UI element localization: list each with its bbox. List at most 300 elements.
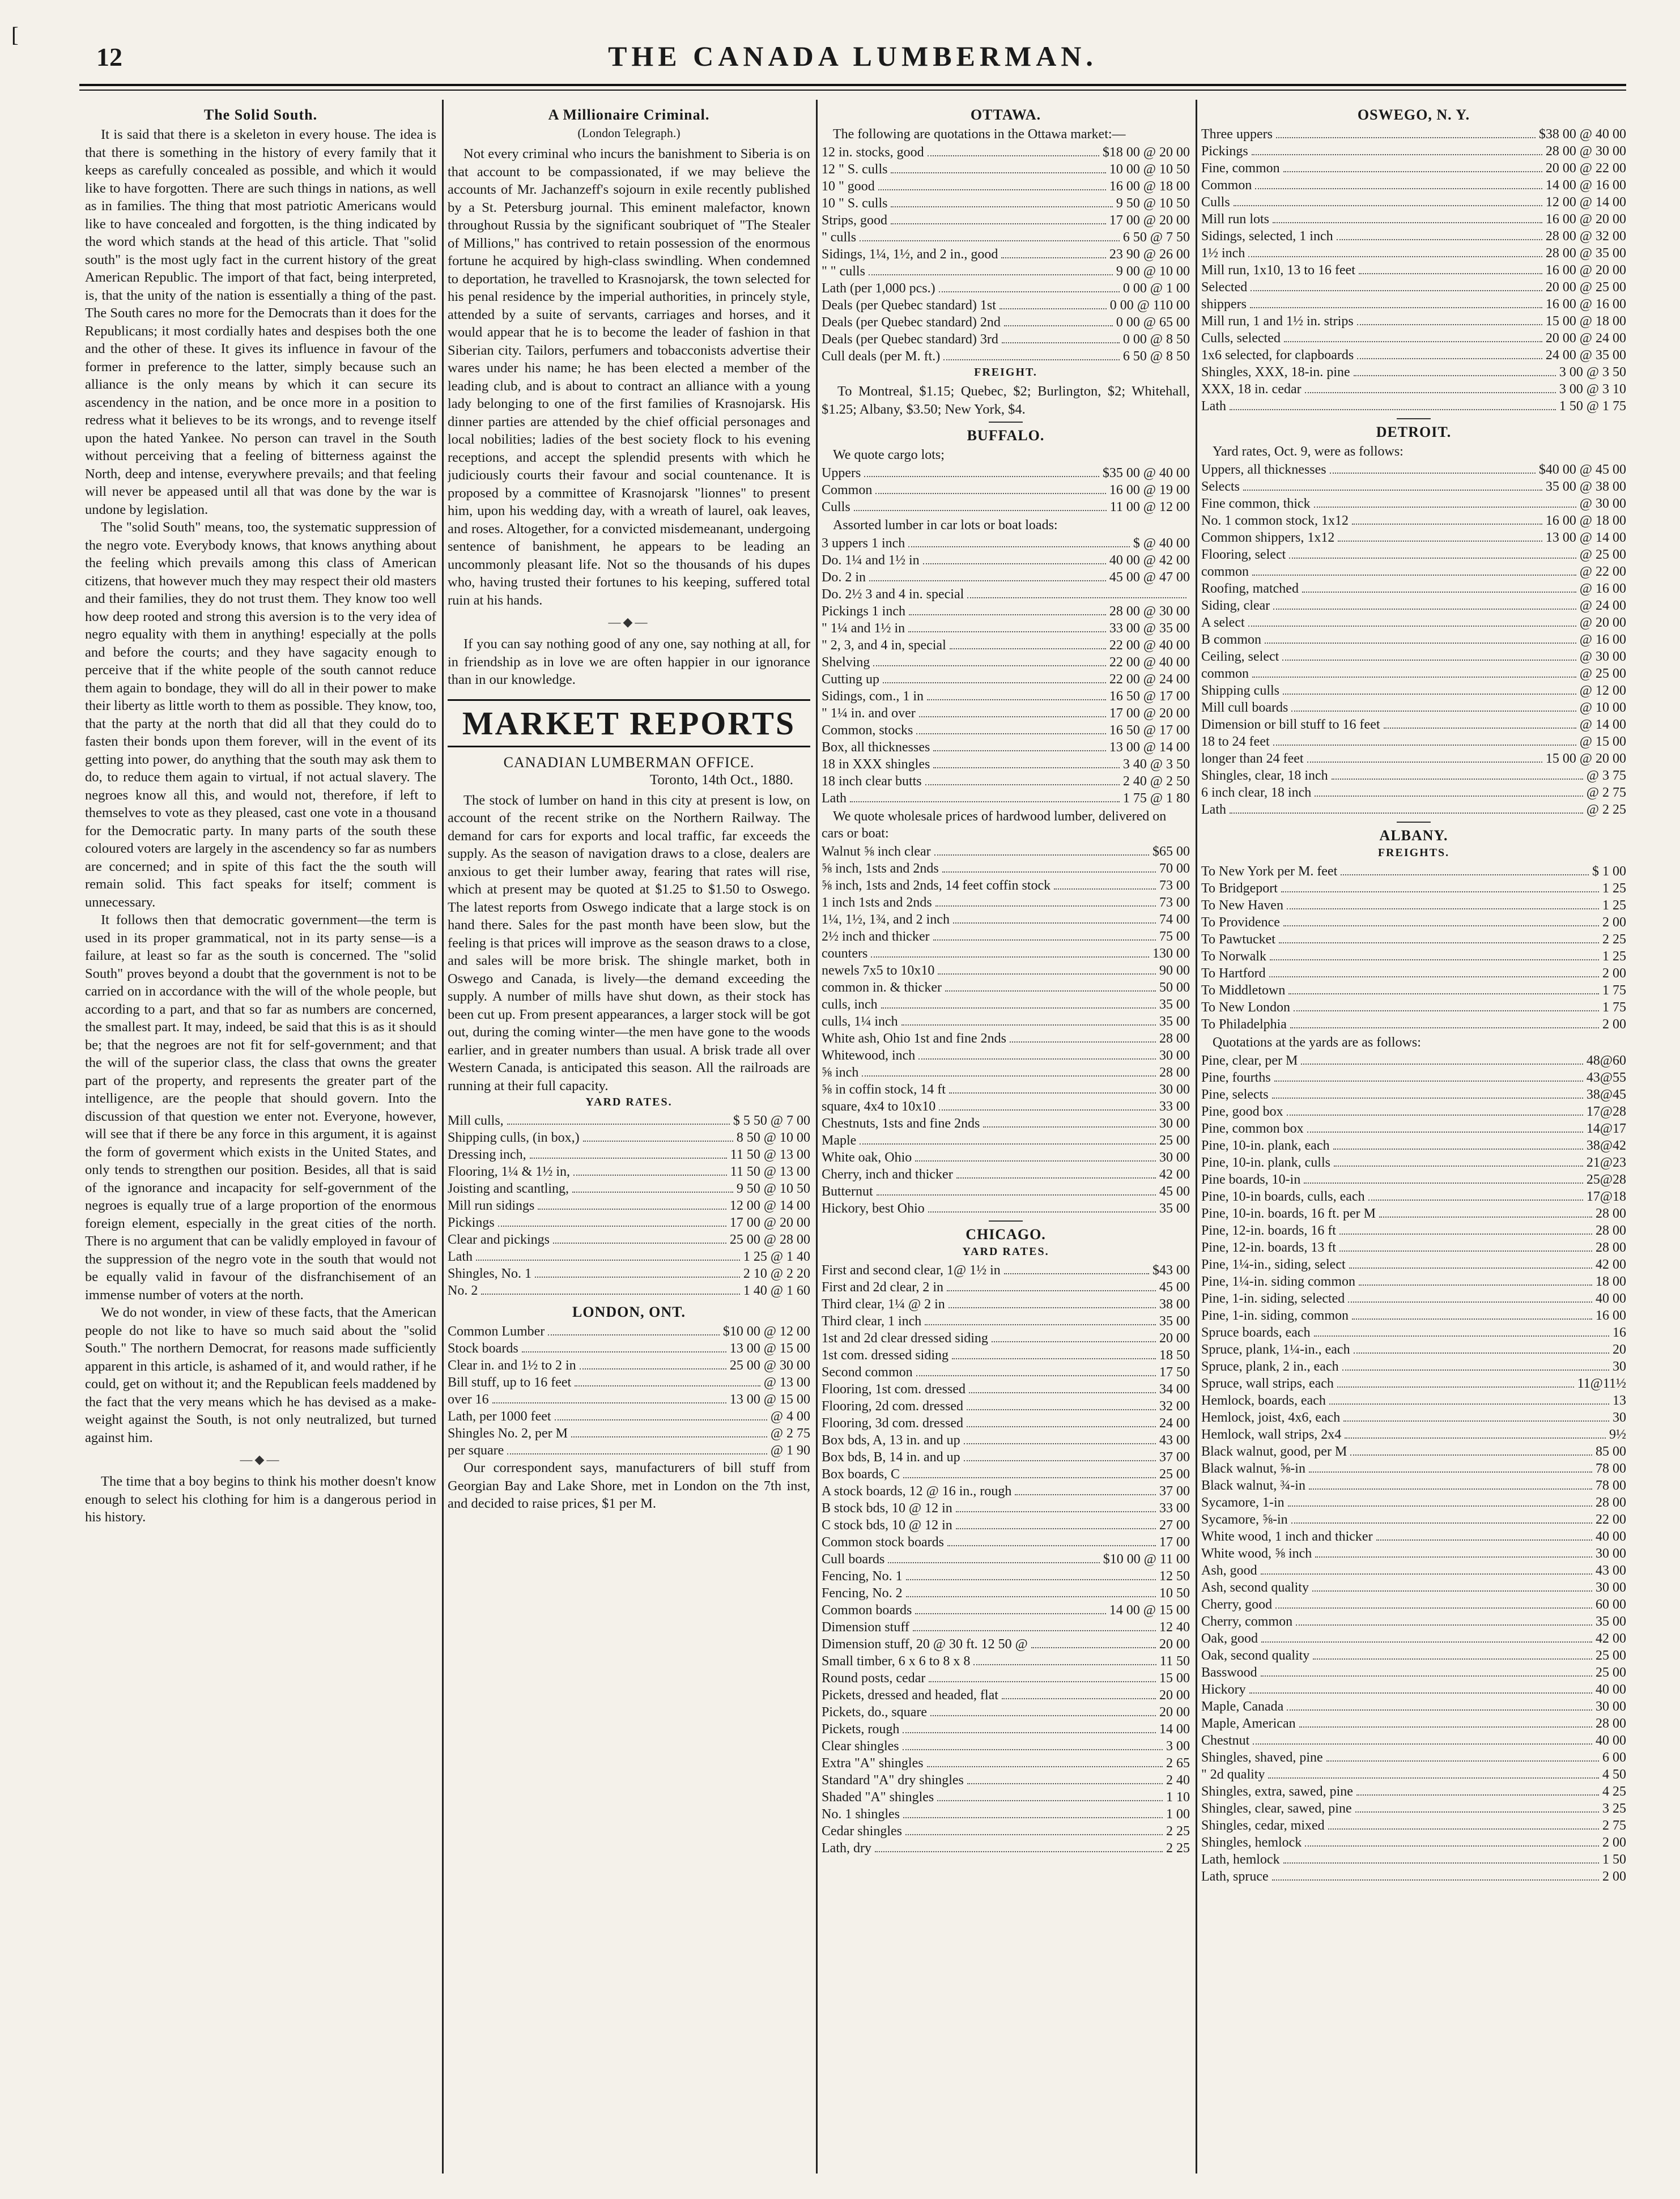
price-value: @ 12 00 [1579,683,1626,698]
price-value: 1 25 [1602,881,1626,896]
price-label: Culls [1201,195,1230,210]
price-label: No. 1 shingles [822,1807,900,1822]
leader-dots [555,1419,767,1420]
leader-dots [1004,1273,1149,1274]
detroit-intro: Yard rates, Oct. 9, were as follows: [1213,444,1403,459]
price-value: 6 00 [1602,1750,1626,1765]
buffalo-intro: We quote cargo lots; [833,448,945,462]
price-label: Sidings, com., 1 in [822,689,924,704]
price-row [822,1823,1190,1840]
price-value: 30 [1613,1410,1626,1425]
price-label: Hemlock, joist, 4x6, each [1201,1410,1341,1425]
margin-bracket: [ [11,23,19,47]
price-label: 1 inch 1sts and 2nds [822,895,932,910]
price-label: Strips, good [822,213,888,228]
price-value: 24 00 @ 35 00 [1545,348,1626,363]
leader-dots [522,1351,726,1352]
price-value: 45 00 [1159,1184,1190,1199]
price-row [822,314,1190,331]
leader-dots [1329,1403,1609,1405]
price-value: 25 00 [1596,1665,1626,1680]
price-value: 6 50 @ 7 50 [1122,230,1190,245]
price-value: 15 00 @ 20 00 [1545,751,1626,766]
leader-dots [1354,1352,1609,1354]
price-row [822,1200,1190,1217]
price-row [1201,1783,1626,1800]
price-value: 90 00 [1159,963,1190,978]
price-row [1201,1613,1626,1630]
leader-dots [888,1562,1099,1563]
price-row [1201,495,1626,512]
leader-dots [869,580,1106,581]
price-row [1201,1868,1626,1885]
price-label: Maple [822,1133,857,1148]
price-label: Three uppers [1201,127,1273,142]
price-label: Small timber, 6 x 6 to 8 x 8 [822,1654,971,1669]
price-value: @ 14 00 [1579,717,1626,732]
leader-dots [964,1443,1156,1444]
leader-dots [983,1126,1156,1128]
price-row [822,911,1190,928]
price-label: Sidings, selected, 1 inch [1201,229,1333,244]
price-row [822,1551,1190,1568]
price-label: " culls [822,230,857,245]
section-title-ottawa: OTTAWA. [970,107,1041,123]
leader-dots [875,493,1106,494]
price-value: 0 00 @ 65 00 [1116,315,1190,330]
price-label: Lath [822,791,847,806]
price-row [1201,1562,1626,1579]
leader-dots [1309,1488,1592,1490]
price-value: 1 10 [1166,1790,1190,1805]
leader-dots [1333,1149,1583,1150]
price-value: 1 50 @ 1 75 [1559,399,1626,414]
leader-dots [1248,626,1576,627]
section-title-albany: ALBANY. [1379,827,1448,844]
leader-dots [906,1596,1156,1597]
leader-dots [548,1334,720,1335]
leader-dots [1309,1471,1592,1473]
buffalo-rates-list [822,465,1190,516]
price-value: 34 00 [1159,1382,1190,1397]
price-value: 13 [1613,1393,1626,1408]
price-label: To Hartford [1201,966,1266,981]
price-value: 22 00 @ 24 00 [1109,672,1190,687]
price-value: 20 00 @ 25 00 [1545,280,1626,295]
leader-dots [1002,1698,1156,1699]
price-value: 14 00 @ 15 00 [1109,1603,1190,1618]
price-row [448,1197,810,1214]
price-label: Mill run sidings [448,1198,535,1213]
leader-dots [906,1579,1156,1580]
price-row [822,894,1190,911]
price-row [448,1231,810,1248]
price-value: 8 50 @ 10 00 [736,1130,810,1145]
price-value: $35 00 @ 40 00 [1102,466,1190,480]
price-label: Common Lumber [448,1324,545,1339]
price-label: shippers [1201,297,1247,312]
price-label: To Philadelphia [1201,1017,1287,1032]
price-value: @ 13 00 [763,1375,810,1390]
price-row [822,1115,1190,1132]
price-label: 1st and 2d clear dressed siding [822,1331,988,1346]
leader-dots [1337,239,1542,240]
leader-dots [1283,694,1576,695]
price-row [1201,1358,1626,1375]
price-value: 2 00 [1602,1869,1626,1884]
price-row [1201,211,1626,228]
chicago-subtitle: YARD RATES. [962,1245,1049,1258]
price-row [822,1636,1190,1653]
leader-dots [860,240,1120,241]
leader-dots [854,510,1107,511]
price-label: Dimension stuff, 20 @ 30 ft. 12 50 @ [822,1637,1028,1652]
chicago-rates-list [822,1262,1190,1857]
price-label: 18 inch clear butts [822,774,922,789]
paragraph: The stock of lumber on hand in this city at present is low, on account of the recent strike on the Northern Railway. The demand for cars for exports and local traffic, far exceeds the supply. As the season of navigation draws to a close, dealers are anxious to get their lumber away, fearing that rates will rise, which at present may be quoted at $1.25 to $1.50 to Oswego. The latest reports from Oswego indicate that a large stock is on hand there. Sales for the past month have been slow, but the feeling is that prices will improve as the season draws to a close, and sales will be more brisk. The shingle market, both in Oswego and Canada, is lively—the demand exceeding the supply. A number of mills have shut down, as their stock has been cut up. From present appearances, a larger stock will be got out, during the coming winter—the men have gone to the woods earlier, and in greater numbers than usual. A brisk trade all over Western Canada, is anticipated this season. All the railroads are running at their full capacity. [448,792,810,1094]
price-row [1201,1016,1626,1033]
leader-dots [1287,908,1599,909]
column-4 [1201,102,1626,2170]
office-heading: CANADIAN LUMBERMAN OFFICE. [503,754,755,771]
price-value: 50 00 [1159,980,1190,995]
leader-dots [1282,660,1576,661]
price-label: Mill run lots [1201,212,1270,227]
leader-dots [928,155,1099,156]
leader-dots [1305,392,1556,393]
section-title-oswego: OSWEGO, N. Y. [1357,107,1470,123]
price-value: @ 16 00 [1579,581,1626,596]
price-row [822,263,1190,280]
leader-dots [1384,728,1576,729]
price-label: Common, stocks [822,723,913,738]
price-label: Standard "A" dry shingles [822,1773,964,1788]
price-label: 1¼, 1½, 1¾, and 2 inch [822,912,950,927]
price-label: Pine boards, 10-in [1201,1172,1301,1187]
price-row [1201,999,1626,1016]
price-value: 60 00 [1596,1597,1626,1612]
leader-dots [535,1277,740,1278]
price-label: Shaded "A" shingles [822,1790,934,1805]
price-row [448,1408,810,1425]
price-label: Clear in. and 1½ to 2 in [448,1358,576,1373]
leader-dots [916,733,1106,734]
leader-dots [1357,324,1542,325]
price-value: 9½ [1609,1427,1626,1442]
price-row [822,569,1190,586]
yard-rates-list [448,1112,810,1299]
leader-dots [928,1211,1156,1213]
price-label: Deals (per Quebec standard) 3rd [822,332,998,347]
price-label: Common shippers, 1x12 [1201,530,1335,545]
section-title-buffalo: BUFFALO. [967,427,1045,444]
leader-dots [1332,779,1583,780]
price-row [1201,1239,1626,1256]
price-value: 16 00 @ 19 00 [1109,483,1190,497]
leader-dots [891,206,1112,207]
leader-dots [572,1192,733,1193]
price-label: Shingles No. 2, per M [448,1426,568,1441]
price-value: 40 00 [1596,1529,1626,1544]
divider [989,1220,1023,1222]
price-value: 18 00 [1596,1274,1626,1289]
price-label: " 1¼ and 1½ in [822,621,905,636]
leader-dots [498,1226,726,1227]
article-source: (London Telegraph.) [577,126,680,140]
price-value: 20 [1613,1342,1626,1357]
price-label: Do. 2 in [822,570,866,585]
price-row [822,1415,1190,1432]
price-label: Lath, spruce [1201,1869,1269,1884]
price-row [822,637,1190,654]
price-label: First and second clear, 1@ 1½ in [822,1263,1001,1278]
leader-dots [583,1141,733,1142]
price-label: Roofing, matched [1201,581,1299,596]
price-row [822,620,1190,637]
leader-dots [1291,711,1576,712]
price-label: ⅝ in coffin stock, 14 ft [822,1082,946,1097]
price-label: Hemlock, boards, each [1201,1393,1326,1408]
price-label: Shingles, extra, sawed, pine [1201,1784,1353,1799]
price-row [1201,614,1626,631]
price-label: culls, inch [822,997,878,1012]
leader-dots [1304,1183,1583,1184]
price-row [1201,126,1626,143]
leader-dots [1265,643,1576,644]
column-rule-1 [442,100,444,2174]
price-label: ⅝ inch, 1sts and 2nds, 14 feet coffin stock [822,878,1051,893]
ottawa-freight: To Montreal, $1.15; Quebec, $2; Burlington, $2; Whitehall, $1.25; Albany, $3.50; New York, $4. [822,384,1190,417]
price-value: 45 00 @ 47 00 [1109,570,1190,585]
price-label: Basswood [1201,1665,1257,1680]
price-value: 0 00 @ 8 50 [1122,332,1190,347]
leader-dots [1307,1132,1583,1133]
price-label: Cull boards [822,1552,885,1567]
price-row [822,860,1190,877]
price-row [1201,1086,1626,1103]
price-label: Clear and pickings [448,1232,550,1247]
price-row [1201,750,1626,767]
leader-dots [1252,154,1542,155]
leader-dots [1341,874,1589,875]
price-label: Sycamore, 1-in [1201,1495,1285,1510]
price-row [822,1534,1190,1551]
price-row [822,1449,1190,1466]
price-value: 11 00 @ 12 00 [1109,500,1190,514]
price-value: 2 75 [1602,1818,1626,1833]
price-value: 17 00 @ 20 00 [1109,706,1190,721]
price-value: 2 00 [1602,1017,1626,1032]
price-label: Black walnut, good, per M [1201,1444,1347,1459]
price-value: 75 00 [1159,929,1190,944]
price-label: Sidings, 1¼, 1½, and 2 in., good [822,247,998,262]
leader-dots [1255,188,1542,189]
price-row [448,1391,810,1408]
filler-text [85,1473,436,1526]
leader-dots [507,1124,730,1125]
leader-dots [1274,1081,1583,1082]
price-row [822,1381,1190,1398]
price-value: @ 1 90 [770,1443,810,1458]
price-value: 30 00 [1596,1699,1626,1714]
price-row [1201,948,1626,965]
price-value: 28 00 @ 35 00 [1545,246,1626,261]
leader-dots [1299,1726,1592,1728]
price-label: Bill stuff, up to 16 feet [448,1375,572,1390]
filler-text [448,635,810,689]
leader-dots [1287,1709,1592,1711]
buffalo-assorted: Assorted lumber in car lots or boat loads: [833,518,1058,533]
price-value: 14 00 [1159,1722,1190,1737]
leader-dots [492,1402,726,1403]
price-label: B stock bds, 10 @ 12 in [822,1501,952,1516]
leader-dots [1379,1217,1592,1218]
leader-dots [969,1392,1156,1393]
price-row [1201,529,1626,546]
price-label: Hickory [1201,1682,1246,1697]
price-row [1201,665,1626,682]
leader-dots [915,1160,1156,1162]
price-row [448,1265,810,1282]
price-label: Lath [1201,399,1226,414]
price-label: 18 in XXX shingles [822,757,930,772]
price-value: 25 00 @ 30 00 [729,1358,810,1373]
leader-dots [1294,1010,1599,1011]
paragraph: If you can say nothing good of any one, say nothing at all, for in friendship as in love we are often happier in our ignorance than in our knowledge. [448,636,810,687]
price-label: Mill run, 1 and 1½ in. strips [1201,314,1354,329]
price-label: Ceiling, select [1201,649,1279,664]
price-label: Culls [822,500,850,514]
price-row [1201,965,1626,982]
price-row [822,739,1190,756]
leader-dots [949,1307,1156,1308]
leader-dots [1261,1573,1592,1575]
price-label: Clear shingles [822,1739,899,1754]
price-label: Deals (per Quebec standard) 1st [822,298,996,313]
price-label: Fencing, No. 2 [822,1586,903,1601]
leader-dots [1342,1369,1609,1371]
price-row [1201,1834,1626,1851]
leader-dots [945,990,1156,992]
price-row [822,246,1190,263]
price-label: Shingles, hemlock [1201,1835,1302,1850]
price-label: Oak, good [1201,1631,1258,1646]
leader-dots [903,1817,1163,1818]
leader-dots [1307,762,1542,763]
price-value: 1 25 [1602,898,1626,913]
price-value: 28 00 [1596,1206,1626,1221]
price-label: Pickings [448,1215,495,1230]
leader-dots [1330,473,1536,474]
price-row [1201,1273,1626,1290]
leader-dots [1359,1284,1592,1286]
price-row [1201,1596,1626,1613]
price-label: Spruce boards, each [1201,1325,1311,1340]
article-title: A Millionaire Criminal. [548,107,710,123]
price-value: 23 90 @ 26 00 [1109,247,1190,262]
price-row [822,1030,1190,1047]
price-value: 2 00 [1602,915,1626,930]
price-row [822,1432,1190,1449]
price-row [822,773,1190,790]
leader-dots [942,871,1156,873]
leader-dots [1315,796,1583,797]
leader-dots [575,1385,760,1386]
leader-dots [937,1800,1163,1801]
leader-dots [925,1324,1156,1325]
price-label: Mill run, 1x10, 13 to 16 feet [1201,263,1355,278]
leader-dots [943,359,1120,360]
price-value: 0 00 @ 1 00 [1122,281,1190,296]
price-label: counters [822,946,868,961]
leader-dots [1248,256,1542,257]
price-row [822,161,1190,178]
price-row [822,654,1190,671]
price-label: Third clear, 1¼ @ 2 in [822,1297,945,1312]
price-label: Pine, 1-in. siding, selected [1201,1291,1345,1306]
leader-dots [933,750,1106,751]
leader-dots [881,1007,1156,1009]
price-label: B common [1201,632,1261,647]
leader-dots [891,172,1105,173]
price-label: Common [822,483,873,497]
price-label: 12 " S. culls [822,162,888,177]
price-value: 28 00 [1596,1223,1626,1238]
freights-title: FREIGHTS. [1377,847,1450,859]
leader-dots [938,973,1156,975]
paragraph: We do not wonder, in view of these facts, that the American people do not like to have so much said about the "solid South." The northern Democrat, for reasons made sufficiently apparent in this article, is ashamed of it, and would rather, if he could, get on without it; and the Republican feels maddened by the fact that the very means which he has devised as a make-weight against the South, is not only neutralized, but turned against him. [85,1305,436,1445]
leader-dots [1010,1041,1156,1043]
albany-quotes-intro: Quotations at the yards are as follows: [1213,1035,1421,1050]
price-row [822,688,1190,705]
price-row [822,229,1190,246]
leader-dots [553,1243,726,1244]
price-value: 78 00 [1596,1478,1626,1493]
price-label: Second common [822,1365,913,1380]
price-label: Pine, good box [1201,1104,1283,1119]
price-value: 43 00 [1159,1433,1190,1448]
price-row [822,979,1190,996]
price-value: 2 10 @ 2 20 [743,1266,810,1281]
price-value: 11@11½ [1577,1376,1626,1391]
price-row [1201,1426,1626,1443]
price-label: Shingles, shaved, pine [1201,1750,1323,1765]
price-label: Shelving [822,655,870,670]
price-row [1201,1375,1626,1392]
price-row [448,1163,810,1180]
price-value: $ 5 50 @ 7 00 [733,1113,810,1128]
leader-dots [1272,1098,1583,1099]
price-label: Chestnuts, 1sts and fine 2nds [822,1116,980,1131]
price-value: 17@18 [1586,1189,1626,1204]
price-value: 1 40 @ 1 60 [743,1283,810,1298]
price-row [1201,1256,1626,1273]
price-value: 10 50 [1159,1586,1190,1601]
price-value: 3 00 @ 3 10 [1559,382,1626,397]
price-row [1201,1443,1626,1460]
price-value: 12 00 @ 14 00 [729,1198,810,1213]
price-value: 2 40 @ 2 50 [1122,774,1190,789]
price-row [448,1282,810,1299]
price-row [1201,512,1626,529]
leader-dots [1269,976,1599,977]
price-row [1201,1341,1626,1358]
price-value: 11 50 @ 13 00 [730,1164,810,1179]
price-row [822,499,1190,516]
price-row [822,928,1190,945]
price-label: White wood, 1 inch and thicker [1201,1529,1373,1544]
leader-dots [1356,1794,1599,1796]
